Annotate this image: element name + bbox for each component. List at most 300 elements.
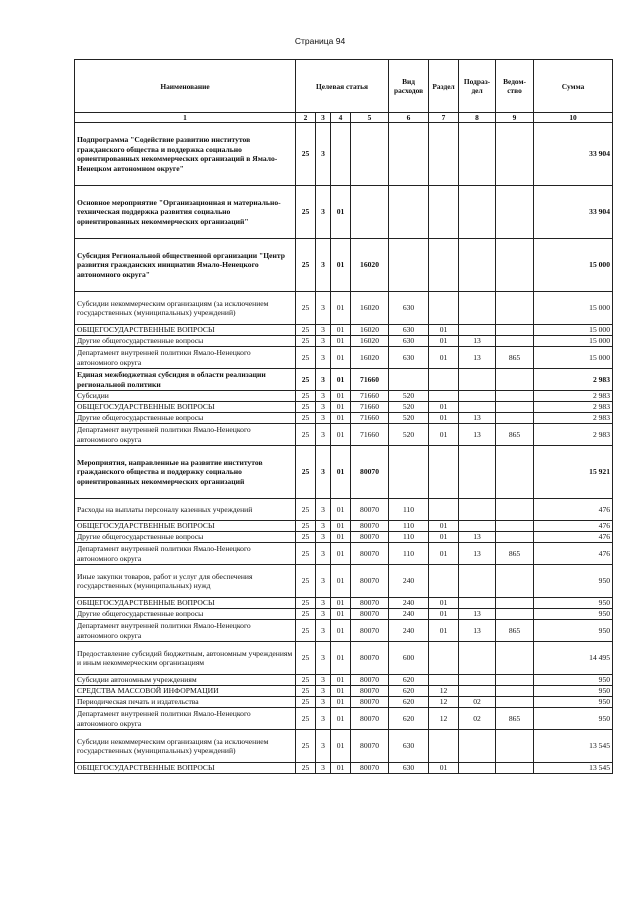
table-row	[75, 123, 613, 186]
table-row	[75, 521, 613, 532]
expense-type	[389, 239, 429, 292]
target-code-3: 01	[331, 565, 351, 598]
row-name: ОБЩЕГОСУДАРСТВЕННЫЕ ВОПРОСЫ	[75, 325, 296, 336]
target-code-1: 25	[296, 391, 316, 402]
target-code-4: 80070	[351, 620, 389, 642]
row-name: Субсидии некоммерческим организациям (за исключением государственных (муниципальных) учреждений)	[75, 730, 296, 763]
department-code: 865	[496, 347, 534, 369]
subsection-code: 13	[459, 620, 496, 642]
section-code	[429, 292, 459, 325]
subsection-code: 13	[459, 424, 496, 446]
col-header-summa: Сумма	[534, 60, 613, 113]
row-name: СРЕДСТВА МАССОВОЙ ИНФОРМАЦИИ	[75, 686, 296, 697]
target-code-4: 80070	[351, 446, 389, 499]
target-code-3: 01	[331, 708, 351, 730]
target-code-3: 01	[331, 686, 351, 697]
subsection-code	[459, 521, 496, 532]
expense-type: 520	[389, 424, 429, 446]
target-code-4: 80070	[351, 543, 389, 565]
table-row	[75, 292, 613, 325]
subsection-code	[459, 499, 496, 521]
target-code-3: 01	[331, 730, 351, 763]
table-row	[75, 543, 613, 565]
table-row	[75, 402, 613, 413]
target-code-1: 25	[296, 186, 316, 239]
target-code-1: 25	[296, 369, 316, 391]
subsection-code	[459, 565, 496, 598]
expense-type: 520	[389, 391, 429, 402]
section-code: 12	[429, 697, 459, 708]
subsection-code	[459, 123, 496, 186]
target-code-2: 3	[316, 642, 331, 675]
target-code-3: 01	[331, 598, 351, 609]
expense-type: 110	[389, 532, 429, 543]
amount: 15 000	[534, 239, 613, 292]
subsection-code	[459, 239, 496, 292]
target-code-3: 01	[331, 499, 351, 521]
target-code-4	[351, 186, 389, 239]
target-code-3: 01	[331, 697, 351, 708]
department-code	[496, 369, 534, 391]
target-code-2: 3	[316, 239, 331, 292]
target-code-4: 16020	[351, 336, 389, 347]
expense-type: 240	[389, 565, 429, 598]
target-code-2: 3	[316, 598, 331, 609]
target-code-1: 25	[296, 609, 316, 620]
table-row	[75, 325, 613, 336]
target-code-2: 3	[316, 499, 331, 521]
subsection-code: 13	[459, 336, 496, 347]
col-number: 3	[316, 113, 331, 123]
subsection-code: 02	[459, 697, 496, 708]
target-code-1: 25	[296, 336, 316, 347]
page-header: Страница 94	[294, 36, 346, 46]
amount: 33 904	[534, 186, 613, 239]
table-row	[75, 186, 613, 239]
target-code-4: 80070	[351, 609, 389, 620]
department-code: 865	[496, 424, 534, 446]
target-code-4: 80070	[351, 697, 389, 708]
target-code-2: 3	[316, 609, 331, 620]
amount: 950	[534, 598, 613, 609]
target-code-1: 25	[296, 532, 316, 543]
amount: 13 545	[534, 763, 613, 774]
target-code-4: 71660	[351, 391, 389, 402]
target-code-3: 01	[331, 543, 351, 565]
target-code-4: 16020	[351, 239, 389, 292]
expense-type: 520	[389, 402, 429, 413]
expense-type: 630	[389, 336, 429, 347]
department-code	[496, 565, 534, 598]
target-code-2: 3	[316, 532, 331, 543]
target-code-2: 3	[316, 413, 331, 424]
amount: 950	[534, 697, 613, 708]
table-row	[75, 391, 613, 402]
table-row	[75, 532, 613, 543]
table-row	[75, 708, 613, 730]
target-code-4: 71660	[351, 424, 389, 446]
section-code	[429, 642, 459, 675]
target-code-2: 3	[316, 391, 331, 402]
target-code-1: 25	[296, 675, 316, 686]
row-name: Основное мероприятие "Организационная и материально-техническая поддержка развития социально ориентированных некоммерческих организаций"	[75, 186, 296, 239]
target-code-4: 80070	[351, 565, 389, 598]
department-code	[496, 697, 534, 708]
amount: 2 983	[534, 413, 613, 424]
expense-type: 240	[389, 609, 429, 620]
expense-type	[389, 446, 429, 499]
department-code	[496, 391, 534, 402]
amount: 950	[534, 708, 613, 730]
amount: 13 545	[534, 730, 613, 763]
table-row	[75, 413, 613, 424]
table-row	[75, 565, 613, 598]
expense-type	[389, 186, 429, 239]
target-code-3: 01	[331, 675, 351, 686]
target-code-2: 3	[316, 620, 331, 642]
target-code-4: 80070	[351, 708, 389, 730]
target-code-1: 25	[296, 763, 316, 774]
section-code	[429, 369, 459, 391]
target-code-2: 3	[316, 186, 331, 239]
table-row	[75, 336, 613, 347]
subsection-code	[459, 186, 496, 239]
col-number: 8	[459, 113, 496, 123]
target-code-1: 25	[296, 292, 316, 325]
target-code-4: 16020	[351, 325, 389, 336]
expense-type: 240	[389, 598, 429, 609]
department-code	[496, 325, 534, 336]
target-code-4: 80070	[351, 532, 389, 543]
expense-type	[389, 369, 429, 391]
amount: 33 904	[534, 123, 613, 186]
subsection-code	[459, 642, 496, 675]
target-code-2: 3	[316, 336, 331, 347]
subsection-code: 13	[459, 413, 496, 424]
target-code-1: 25	[296, 239, 316, 292]
target-code-1: 25	[296, 730, 316, 763]
target-code-1: 25	[296, 708, 316, 730]
row-name: Расходы на выплаты персоналу казенных учреждений	[75, 499, 296, 521]
target-code-2: 3	[316, 402, 331, 413]
department-code: 865	[496, 620, 534, 642]
expense-type: 620	[389, 686, 429, 697]
row-name: Другие общегосударственные вопросы	[75, 532, 296, 543]
department-code	[496, 686, 534, 697]
col-number: 10	[534, 113, 613, 123]
subsection-code	[459, 598, 496, 609]
col-number: 9	[496, 113, 534, 123]
column-number-row	[75, 113, 613, 123]
row-name: Департамент внутренней политики Ямало-Ненецкого автономного округа	[75, 708, 296, 730]
target-code-4: 80070	[351, 521, 389, 532]
target-code-4: 80070	[351, 642, 389, 675]
section-code: 12	[429, 708, 459, 730]
target-code-2: 3	[316, 686, 331, 697]
target-code-3: 01	[331, 620, 351, 642]
section-code	[429, 446, 459, 499]
row-name: Субсидии некоммерческим организациям (за исключением государственных (муниципальных) учреждений)	[75, 292, 296, 325]
subsection-code	[459, 446, 496, 499]
row-name: Другие общегосударственные вопросы	[75, 609, 296, 620]
department-code	[496, 763, 534, 774]
col-number: 2	[296, 113, 316, 123]
department-code	[496, 239, 534, 292]
section-code: 01	[429, 325, 459, 336]
target-code-2: 3	[316, 123, 331, 186]
col-header-podrazdel: Подраз-дел	[459, 60, 496, 113]
expense-type	[389, 123, 429, 186]
target-code-4: 16020	[351, 292, 389, 325]
expense-type: 620	[389, 708, 429, 730]
target-code-2: 3	[316, 543, 331, 565]
target-code-1: 25	[296, 697, 316, 708]
target-code-2: 3	[316, 347, 331, 369]
target-code-2: 3	[316, 292, 331, 325]
target-code-4: 16020	[351, 347, 389, 369]
header-row	[75, 60, 613, 113]
target-code-1: 25	[296, 642, 316, 675]
target-code-1: 25	[296, 123, 316, 186]
section-code: 01	[429, 347, 459, 369]
row-name: Департамент внутренней политики Ямало-Ненецкого автономного округа	[75, 620, 296, 642]
row-name: ОБЩЕГОСУДАРСТВЕННЫЕ ВОПРОСЫ	[75, 521, 296, 532]
target-code-3: 01	[331, 642, 351, 675]
target-code-3: 01	[331, 186, 351, 239]
table-row	[75, 697, 613, 708]
row-name: Департамент внутренней политики Ямало-Ненецкого автономного округа	[75, 347, 296, 369]
target-code-2: 3	[316, 446, 331, 499]
target-code-3: 01	[331, 369, 351, 391]
department-code	[496, 609, 534, 620]
target-code-3: 01	[331, 413, 351, 424]
target-code-3: 01	[331, 292, 351, 325]
section-code: 01	[429, 413, 459, 424]
amount: 14 495	[534, 642, 613, 675]
amount: 15 000	[534, 336, 613, 347]
target-code-3: 01	[331, 325, 351, 336]
target-code-4: 71660	[351, 369, 389, 391]
target-code-1: 25	[296, 347, 316, 369]
department-code	[496, 402, 534, 413]
table-row	[75, 675, 613, 686]
row-name: ОБЩЕГОСУДАРСТВЕННЫЕ ВОПРОСЫ	[75, 763, 296, 774]
target-code-2: 3	[316, 521, 331, 532]
row-name: Департамент внутренней политики Ямало-Ненецкого автономного округа	[75, 424, 296, 446]
table-body	[75, 123, 613, 774]
subsection-code	[459, 325, 496, 336]
subsection-code	[459, 369, 496, 391]
row-name: Подпрограмма "Содействие развитию институтов гражданского общества и поддержка социально ориентированных некоммерческих организаций в Ямало-Ненецком автономном округе"	[75, 123, 296, 186]
target-code-2: 3	[316, 730, 331, 763]
target-code-3: 01	[331, 391, 351, 402]
department-code	[496, 446, 534, 499]
table-row	[75, 686, 613, 697]
section-code: 12	[429, 686, 459, 697]
expense-type: 520	[389, 413, 429, 424]
amount: 2 983	[534, 369, 613, 391]
target-code-1: 25	[296, 413, 316, 424]
expense-type: 600	[389, 642, 429, 675]
section-code	[429, 123, 459, 186]
table-row	[75, 239, 613, 292]
section-code	[429, 730, 459, 763]
section-code: 01	[429, 763, 459, 774]
table-row	[75, 620, 613, 642]
target-code-2: 3	[316, 325, 331, 336]
section-code: 01	[429, 336, 459, 347]
target-code-4	[351, 123, 389, 186]
department-code	[496, 499, 534, 521]
target-code-2: 3	[316, 708, 331, 730]
row-name: ОБЩЕГОСУДАРСТВЕННЫЕ ВОПРОСЫ	[75, 402, 296, 413]
section-code: 01	[429, 402, 459, 413]
section-code	[429, 239, 459, 292]
department-code	[496, 413, 534, 424]
section-code: 01	[429, 598, 459, 609]
table-row	[75, 763, 613, 774]
subsection-code: 02	[459, 708, 496, 730]
amount: 950	[534, 686, 613, 697]
target-code-1: 25	[296, 325, 316, 336]
amount: 15 000	[534, 325, 613, 336]
department-code	[496, 292, 534, 325]
section-code	[429, 675, 459, 686]
expense-type: 110	[389, 543, 429, 565]
section-code: 01	[429, 609, 459, 620]
target-code-2: 3	[316, 424, 331, 446]
target-code-3: 01	[331, 402, 351, 413]
table-row	[75, 730, 613, 763]
target-code-2: 3	[316, 565, 331, 598]
department-code	[496, 642, 534, 675]
row-name: Иные закупки товаров, работ и услуг для обеспечения государственных (муниципальных) нужд	[75, 565, 296, 598]
row-name: Мероприятия, направленные на развитие институтов гражданского общества и поддержку социально ориентированных некоммерческих организаций	[75, 446, 296, 499]
section-code: 01	[429, 424, 459, 446]
col-header-name: Наименование	[75, 60, 296, 113]
target-code-4: 80070	[351, 763, 389, 774]
target-code-3: 01	[331, 239, 351, 292]
subsection-code: 13	[459, 347, 496, 369]
target-code-1: 25	[296, 620, 316, 642]
section-code	[429, 499, 459, 521]
section-code: 01	[429, 532, 459, 543]
amount: 2 983	[534, 424, 613, 446]
expense-type: 630	[389, 292, 429, 325]
table-row	[75, 609, 613, 620]
table-row	[75, 369, 613, 391]
section-code: 01	[429, 620, 459, 642]
row-name: Субсидия Региональной общественной организации "Центр развития гражданских инициатив Ямало-Ненецкого автономного округа"	[75, 239, 296, 292]
department-code	[496, 730, 534, 763]
target-code-4: 71660	[351, 413, 389, 424]
section-code	[429, 391, 459, 402]
col-number: 7	[429, 113, 459, 123]
amount: 15 000	[534, 347, 613, 369]
section-code: 01	[429, 521, 459, 532]
target-code-1: 25	[296, 402, 316, 413]
target-code-2: 3	[316, 763, 331, 774]
row-name: ОБЩЕГОСУДАРСТВЕННЫЕ ВОПРОСЫ	[75, 598, 296, 609]
subsection-code	[459, 686, 496, 697]
target-code-3: 01	[331, 521, 351, 532]
department-code	[496, 532, 534, 543]
target-code-3: 01	[331, 336, 351, 347]
col-number: 1	[75, 113, 296, 123]
col-number: 6	[389, 113, 429, 123]
col-header-vedomstvo: Ведом-ство	[496, 60, 534, 113]
expense-type: 110	[389, 499, 429, 521]
target-code-1: 25	[296, 543, 316, 565]
budget-table	[74, 59, 613, 774]
col-number: 4	[331, 113, 351, 123]
row-name: Периодическая печать и издательства	[75, 697, 296, 708]
target-code-1: 25	[296, 446, 316, 499]
target-code-3: 01	[331, 424, 351, 446]
target-code-3	[331, 123, 351, 186]
expense-type: 630	[389, 347, 429, 369]
col-header-razdel: Раздел	[429, 60, 459, 113]
table-row	[75, 347, 613, 369]
section-code	[429, 565, 459, 598]
col-header-target: Целевая статья	[296, 60, 389, 113]
amount: 950	[534, 620, 613, 642]
section-code	[429, 186, 459, 239]
department-code	[496, 123, 534, 186]
section-code: 01	[429, 543, 459, 565]
target-code-3: 01	[331, 532, 351, 543]
target-code-1: 25	[296, 598, 316, 609]
amount: 2 983	[534, 391, 613, 402]
table-row	[75, 499, 613, 521]
row-name: Другие общегосударственные вопросы	[75, 413, 296, 424]
expense-type: 620	[389, 675, 429, 686]
row-name: Субсидии	[75, 391, 296, 402]
department-code	[496, 598, 534, 609]
department-code	[496, 186, 534, 239]
amount: 476	[534, 543, 613, 565]
subsection-code	[459, 675, 496, 686]
department-code	[496, 521, 534, 532]
target-code-3: 01	[331, 347, 351, 369]
department-code	[496, 336, 534, 347]
col-number: 5	[351, 113, 389, 123]
target-code-3: 01	[331, 763, 351, 774]
amount: 476	[534, 532, 613, 543]
expense-type: 630	[389, 730, 429, 763]
expense-type: 630	[389, 325, 429, 336]
target-code-4: 80070	[351, 730, 389, 763]
subsection-code	[459, 292, 496, 325]
department-code: 865	[496, 543, 534, 565]
col-header-vid: Вид расходов	[389, 60, 429, 113]
subsection-code: 13	[459, 609, 496, 620]
target-code-4: 71660	[351, 402, 389, 413]
target-code-1: 25	[296, 565, 316, 598]
target-code-4: 80070	[351, 675, 389, 686]
department-code: 865	[496, 708, 534, 730]
row-name: Департамент внутренней политики Ямало-Ненецкого автономного округа	[75, 543, 296, 565]
subsection-code	[459, 730, 496, 763]
target-code-4: 80070	[351, 499, 389, 521]
target-code-3: 01	[331, 446, 351, 499]
target-code-1: 25	[296, 424, 316, 446]
target-code-4: 80070	[351, 598, 389, 609]
expense-type: 240	[389, 620, 429, 642]
table-row	[75, 642, 613, 675]
table-row	[75, 446, 613, 499]
amount: 2 983	[534, 402, 613, 413]
